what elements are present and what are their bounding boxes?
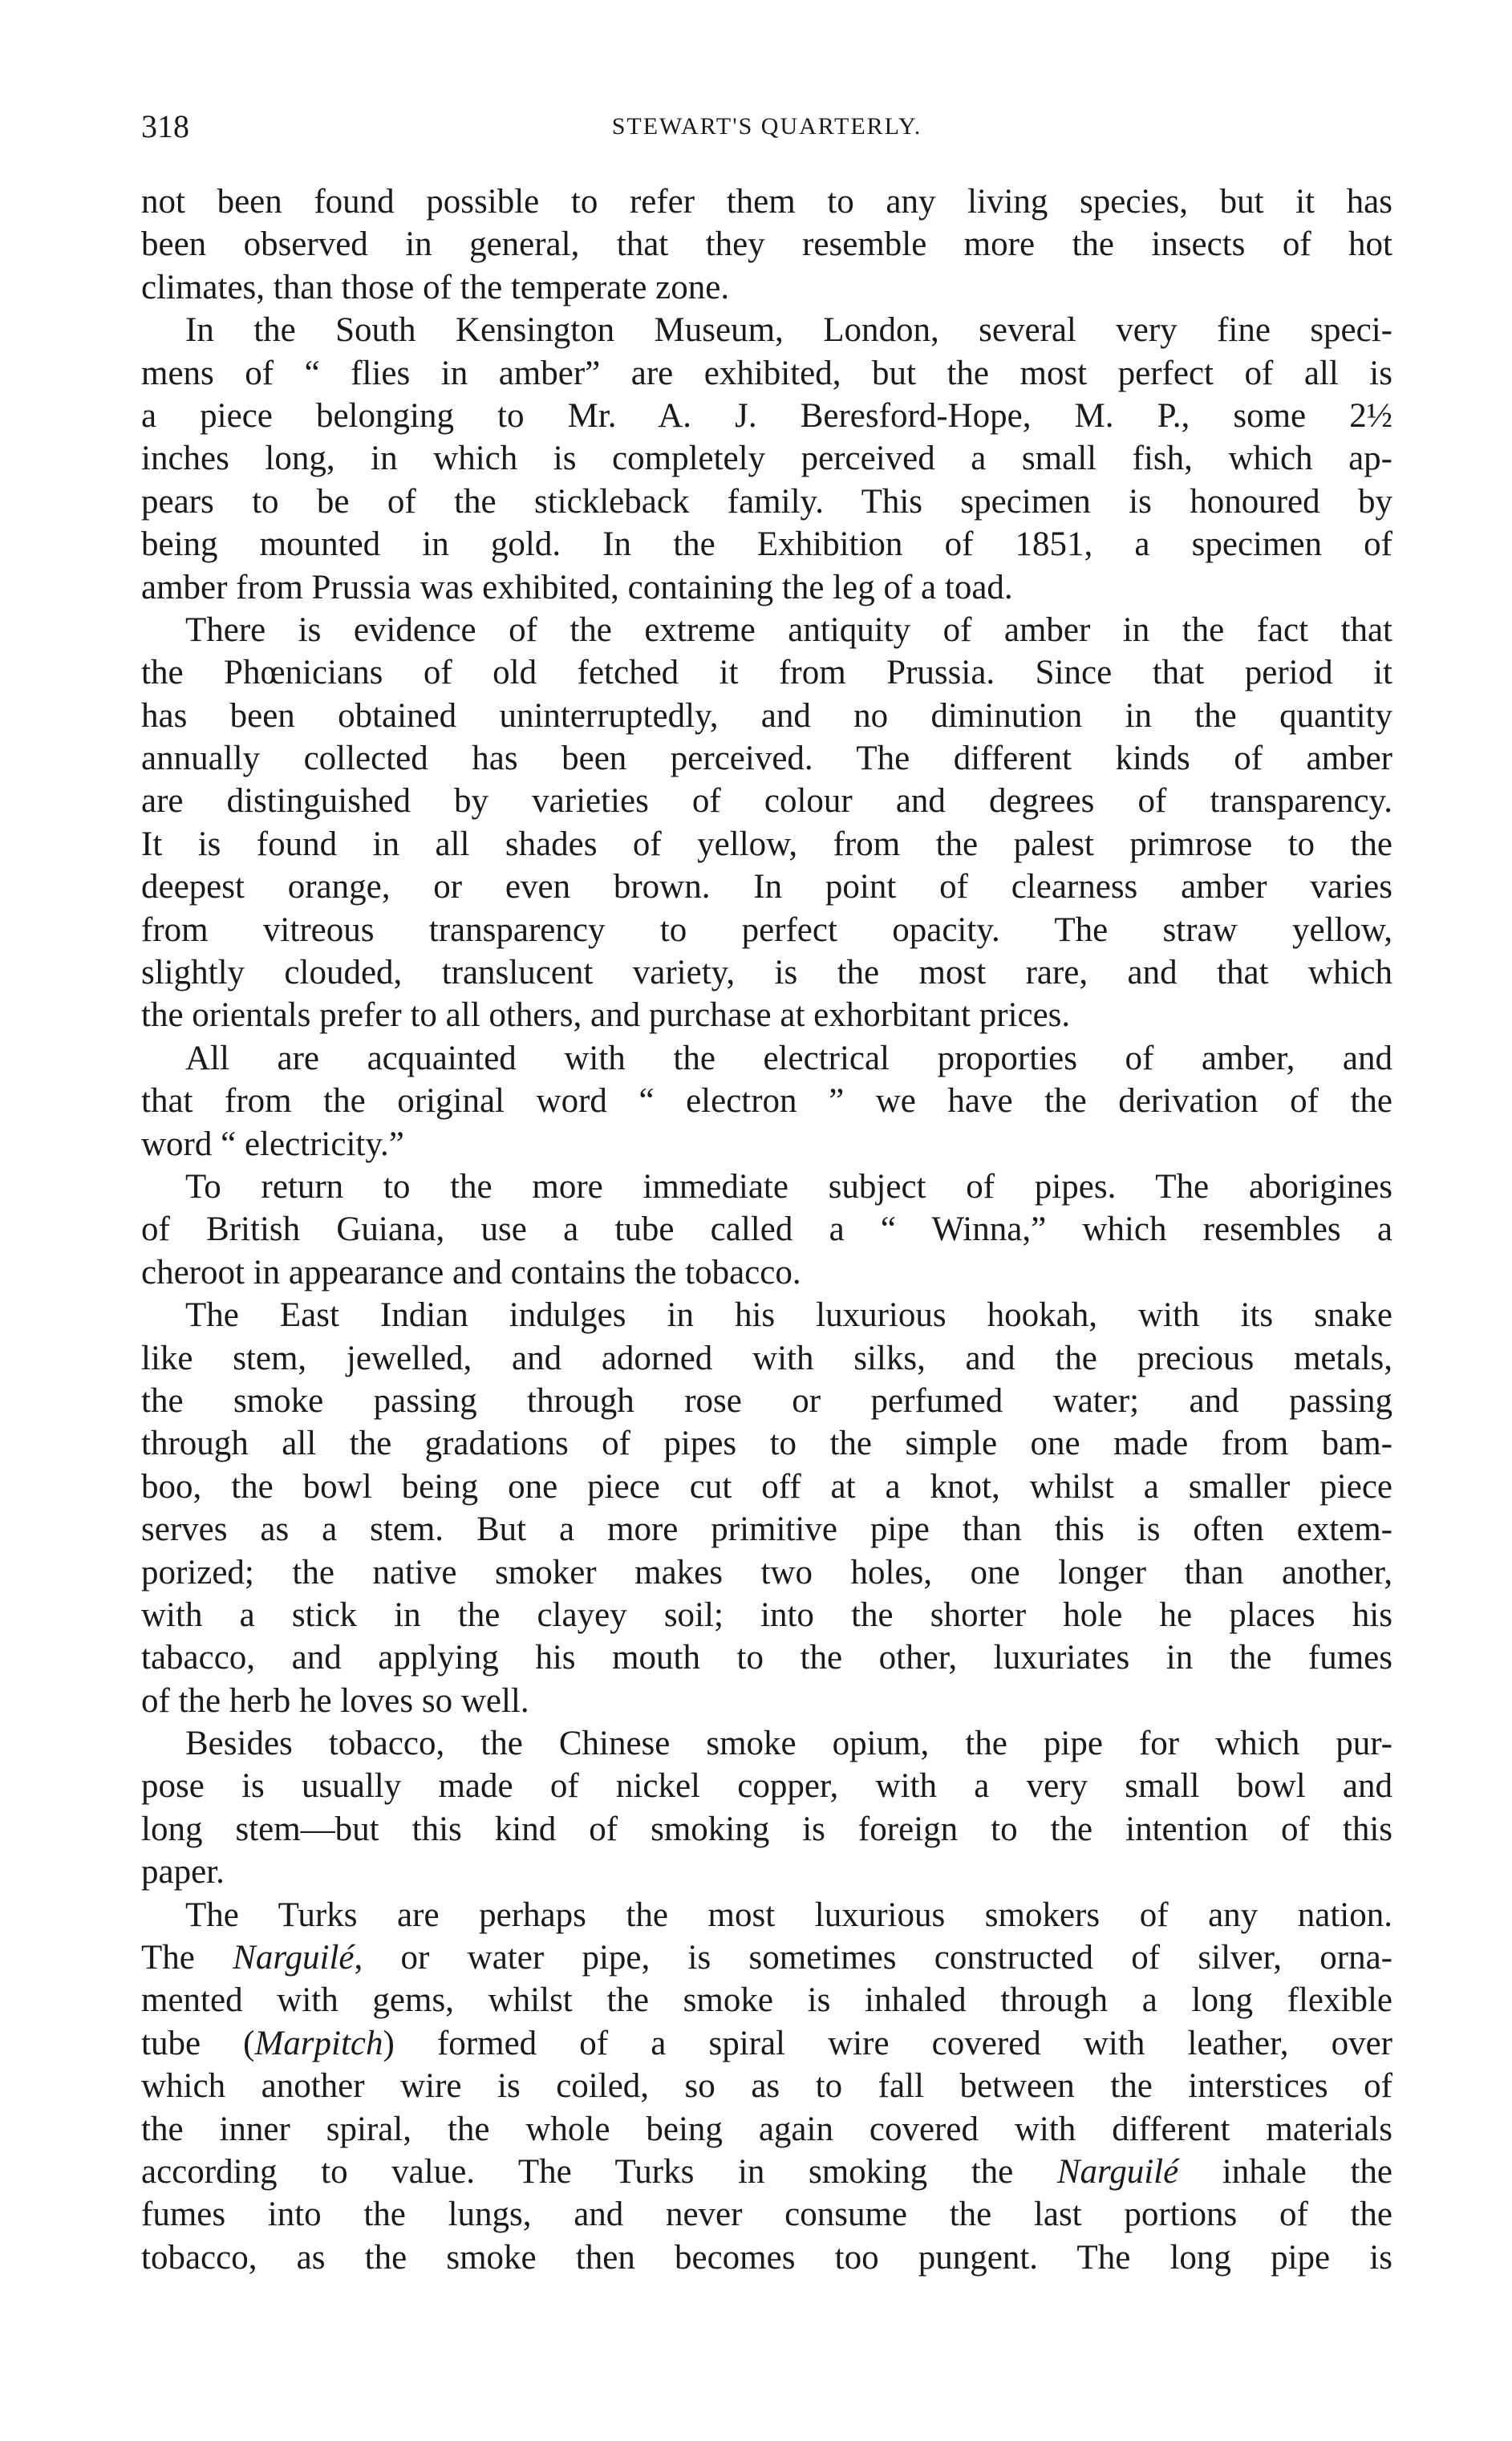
- text-line: has been obtained uninterruptedly, and no diminution in the quantity: [141, 696, 1392, 735]
- page-number: 318: [141, 108, 189, 144]
- body-text: [141, 180, 1392, 2279]
- text-line: boo, the bowl being one piece cut off at a knot, whilst a smaller piece: [141, 1467, 1392, 1506]
- italic-term: Narguilé: [233, 1939, 355, 1977]
- text-line: deepest orange, or even brown. In point of clearness amber varies: [141, 868, 1392, 906]
- text-line: a piece belonging to Mr. A. J. Beresford-Hope, M. P., some 2½: [141, 396, 1392, 435]
- text-line: The East Indian indulges in his luxurious hookah, with its snake: [185, 1296, 1392, 1335]
- text-line: which another wire is coiled, so as to fall between the interstices of: [141, 2067, 1392, 2106]
- text-line: that from the original word “ electron ” we have the derivation of the: [141, 1082, 1392, 1121]
- text-line: are distinguished by varieties of colour and degrees of transparency.: [141, 782, 1392, 821]
- italic-term: Narguilé: [1056, 2152, 1179, 2191]
- italic-term: Marpitch: [254, 2024, 383, 2062]
- text-line: cheroot in appearance and contains the tobacco.: [141, 1253, 801, 1291]
- text-line: climates, than those of the temperate zone.: [141, 268, 730, 306]
- text-line: with a stick in the clayey soil; into the shorter hole he places his: [141, 1596, 1392, 1634]
- text-line: word “ electricity.”: [141, 1125, 404, 1163]
- text-run: inhale the: [1178, 2152, 1392, 2191]
- text-line: been observed in general, that they resemble more the insects of hot: [141, 225, 1392, 264]
- text-line: the inner spiral, the whole being again covered with different materials: [141, 2110, 1392, 2148]
- text-run: , or water pipe, is sometimes constructed of silver, orna-: [354, 1939, 1392, 1977]
- text-line: There is evidence of the extreme antiquity of amber in the fact that: [185, 610, 1392, 649]
- text-line: like stem, jewelled, and adorned with silks, and the precious metals,: [141, 1339, 1392, 1377]
- text-line: Besides tobacco, the Chinese smoke opium, the pipe for which pur-: [185, 1725, 1392, 1763]
- text-line: mens of “ flies in amber” are exhibited, but the most perfect of all is: [141, 354, 1392, 392]
- text-line: It is found in all shades of yellow, from the palest primrose to the: [141, 825, 1392, 863]
- text-line: through all the gradations of pipes to the simple one made from bam-: [141, 1425, 1392, 1463]
- text-line: serves as a stem. But a more primitive pipe than this is often extem-: [141, 1510, 1392, 1549]
- running-head: [141, 103, 1392, 151]
- text-line: paper.: [141, 1853, 225, 1892]
- text-line: amber from Prussia was exhibited, containing the leg of a toad.: [141, 568, 1013, 606]
- text-line: [141, 2022, 1392, 2065]
- text-line: pose is usually made of nickel copper, with a very small bowl and: [141, 1767, 1392, 1806]
- text-line: the smoke passing through rose or perfumed water; and passing: [141, 1381, 1392, 1420]
- text-line: All are acquainted with the electrical proporties of amber, and: [185, 1039, 1392, 1077]
- text-line: fumes into the lungs, and never consume the last portions of the: [141, 2196, 1392, 2234]
- text-line: In the South Kensington Museum, London, several very fine speci-: [185, 311, 1392, 350]
- text-run: tube (: [141, 2024, 255, 2062]
- text-line: porized; the native smoker makes two holes, one longer than another,: [141, 1553, 1392, 1592]
- text-line: tobacco, as the smoke then becomes too pungent. The long pipe is: [141, 2238, 1392, 2277]
- text-line: [141, 2151, 1392, 2193]
- text-line: tabacco, and applying his mouth to the other, luxuriates in the fumes: [141, 1639, 1392, 1677]
- text-run: The: [141, 1939, 233, 1977]
- text-line: slightly clouded, translucent variety, is the most rare, and that which: [141, 954, 1392, 992]
- text-line: from vitreous transparency to perfect opacity. The straw yellow,: [141, 910, 1392, 949]
- text-run: according to value. The Turks in smoking the: [141, 2152, 1057, 2191]
- text-line: The Turks are perhaps the most luxurious smokers of any nation.: [185, 1896, 1392, 1934]
- text-line: of British Guiana, use a tube called a “ Winna,” which resembles a: [141, 1210, 1392, 1249]
- text-line: long stem—but this kind of smoking is foreign to the intention of this: [141, 1810, 1392, 1848]
- text-line: inches long, in which is completely perceived a small fish, which ap-: [141, 440, 1392, 478]
- text-line: [141, 1936, 1392, 1979]
- text-line: not been found possible to refer them to any living species, but it has: [141, 183, 1392, 221]
- text-line: being mounted in gold. In the Exhibition of 1851, a specimen of: [141, 525, 1392, 564]
- text-line: pears to be of the stickleback family. This specimen is honoured by: [141, 482, 1392, 521]
- text-line: of the herb he loves so well.: [141, 1681, 529, 1720]
- text-run: ) formed of a spiral wire covered with leather, over: [383, 2024, 1392, 2062]
- text-line: mented with gems, whilst the smoke is inhaled through a long flexible: [141, 1981, 1392, 2020]
- text-line: To return to the more immediate subject of pipes. The aborigines: [185, 1167, 1392, 1206]
- text-line: the Phœnicians of old fetched it from Prussia. Since that period it: [141, 654, 1392, 692]
- text-line: annually collected has been perceived. The different kinds of amber: [141, 740, 1392, 778]
- text-line: the orientals prefer to all others, and purchase at exhorbitant prices.: [141, 996, 1071, 1035]
- running-title: STEWART'S QUARTERLY.: [611, 113, 922, 140]
